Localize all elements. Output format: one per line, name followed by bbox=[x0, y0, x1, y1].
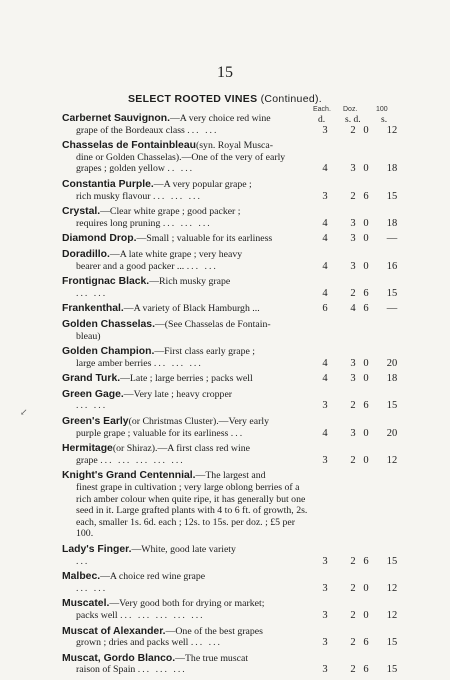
price-doz-pence: 0 bbox=[363, 124, 369, 136]
page-number: 15 bbox=[217, 64, 233, 81]
price-doz-pence: 0 bbox=[363, 217, 369, 229]
leader-dots: .. ... bbox=[167, 163, 195, 175]
price-each: 3 bbox=[322, 582, 328, 594]
vine-name: Hermitage bbox=[62, 443, 113, 455]
leader-dots: ... ... ... ... ... bbox=[120, 609, 205, 621]
price-per-100: — bbox=[386, 303, 398, 315]
leader-dots: ... ... bbox=[76, 582, 108, 594]
price-doz-pence: 0 bbox=[363, 582, 369, 594]
price-doz-pence: 0 bbox=[363, 454, 369, 466]
vine-name: Muscat, Gordo Blanco. bbox=[62, 652, 176, 664]
price-doz-shillings: 2 bbox=[350, 609, 356, 621]
price-each: 3 bbox=[322, 124, 328, 136]
vine-entry bbox=[62, 470, 398, 540]
vine-text: —A very popular grape ; bbox=[153, 178, 252, 190]
price-doz-shillings: 3 bbox=[350, 357, 356, 369]
price-doz-shillings: 2 bbox=[350, 582, 356, 594]
section-title-suffix: (Continued). bbox=[260, 93, 322, 105]
price-each: 3 bbox=[322, 555, 328, 567]
vine-entry bbox=[62, 303, 398, 315]
section-title-main: SELECT ROOTED VINES bbox=[128, 93, 258, 105]
price-per-100: 15 bbox=[386, 287, 398, 299]
leader-dots: ... ... bbox=[187, 124, 219, 136]
vine-description bbox=[62, 571, 312, 594]
price-doz-pence: 0 bbox=[363, 163, 369, 175]
vine-entry bbox=[62, 113, 398, 136]
leader-dots: ... ... ... bbox=[153, 357, 203, 369]
vine-name: Malbec. bbox=[62, 571, 101, 583]
vine-description bbox=[62, 653, 312, 676]
vine-entry bbox=[62, 544, 398, 567]
column-head-doz: Doz. bbox=[343, 106, 358, 113]
vine-description bbox=[62, 544, 312, 567]
vine-description bbox=[62, 598, 312, 621]
leader-dots: ... ... ... bbox=[162, 217, 212, 229]
price-doz-pence: 0 bbox=[363, 260, 369, 272]
price-doz-shillings: 2 bbox=[350, 454, 356, 466]
vine-text: —A late white grape ; very heavy bbox=[109, 248, 243, 260]
vine-description bbox=[62, 140, 312, 175]
vine-text: —A choice red wine grape bbox=[100, 571, 206, 583]
price-doz-pence: 6 bbox=[363, 400, 369, 412]
vine-description bbox=[62, 416, 312, 439]
leader-dots: ... ... bbox=[76, 287, 108, 299]
column-head-100: 100 bbox=[376, 106, 388, 113]
price-doz-shillings: 2 bbox=[350, 555, 356, 567]
price-doz-shillings: 3 bbox=[350, 260, 356, 272]
price-each: 6 bbox=[322, 303, 328, 315]
price-per-100: 12 bbox=[386, 609, 398, 621]
price-per-100: 18 bbox=[386, 373, 398, 385]
vine-text-continued bbox=[62, 261, 312, 273]
vine-text: —First class early grape ; bbox=[154, 346, 256, 358]
vine-entry bbox=[62, 389, 398, 412]
price-doz-pence: 0 bbox=[363, 609, 369, 621]
vine-text-continued bbox=[62, 152, 312, 175]
vine-continuation: grape of the Bordeaux class bbox=[76, 124, 185, 136]
vine-continuation: rich musky flavour bbox=[76, 190, 151, 202]
vine-text-continued bbox=[62, 583, 312, 595]
vine-text: (syn. Royal Musca- bbox=[195, 140, 273, 152]
column-unit-100: s. bbox=[381, 115, 388, 125]
price-each: 4 bbox=[322, 260, 328, 272]
vine-continuation: grown ; dries and packs well bbox=[76, 637, 189, 649]
price-each: 3 bbox=[322, 664, 328, 676]
price-each: 4 bbox=[322, 163, 328, 175]
vine-name: Grand Turk. bbox=[62, 373, 121, 385]
vine-description bbox=[62, 389, 312, 412]
leader-dots: ... ... bbox=[186, 260, 218, 272]
price-doz-shillings: 3 bbox=[350, 217, 356, 229]
price-doz-shillings: 2 bbox=[350, 637, 356, 649]
price-per-100: 18 bbox=[386, 163, 398, 175]
vine-name: Constantia Purple. bbox=[62, 178, 154, 190]
vine-text-continued bbox=[62, 218, 312, 230]
vine-list bbox=[62, 113, 398, 680]
price-doz-pence: 6 bbox=[363, 555, 369, 567]
vine-continuation: finest grape in cultivation ; very large oblong berries of a rich amber colour when quite ripe, it has generally but one seed in it. Large grafted plants with 4 to 6 ft. of growth, 2s. each, smaller 1s. 6d. each ; 12s. to 15s. per doz. ; £5 per 100. bbox=[76, 482, 308, 540]
price-doz-pence: 6 bbox=[363, 664, 369, 676]
vine-text: —Very good both for drying or market; bbox=[109, 598, 265, 610]
price-each: 4 bbox=[322, 217, 328, 229]
vine-text-continued bbox=[62, 191, 312, 203]
vine-name: Muscatel. bbox=[62, 598, 110, 610]
price-per-100: 12 bbox=[386, 582, 398, 594]
leader-dots: ... ... ... bbox=[137, 664, 187, 676]
vine-name: Carbernet Sauvignon. bbox=[62, 113, 170, 124]
vine-continuation: bearer and a good packer ... bbox=[76, 260, 185, 272]
vine-entry bbox=[62, 653, 398, 676]
vine-name: Diamond Drop. bbox=[62, 233, 137, 245]
vine-text: —Late ; large berries ; packs well bbox=[120, 373, 253, 385]
price-doz-shillings: 2 bbox=[350, 190, 356, 202]
price-each: 3 bbox=[322, 609, 328, 621]
price-per-100: 16 bbox=[386, 260, 398, 272]
price-per-100: 15 bbox=[386, 400, 398, 412]
vine-text-continued bbox=[62, 428, 312, 440]
vine-description bbox=[62, 373, 312, 385]
vine-text: —A variety of Black Hamburgh ... bbox=[123, 303, 260, 315]
vine-name: Muscat of Alexander. bbox=[62, 625, 166, 637]
vine-entry bbox=[62, 233, 398, 245]
vine-entry bbox=[62, 373, 398, 385]
vine-text: —One of the best grapes bbox=[165, 625, 263, 637]
price-each: 3 bbox=[322, 400, 328, 412]
vine-continuation: purple grape ; valuable for its earliness bbox=[76, 427, 229, 439]
price-doz-pence: 6 bbox=[363, 190, 369, 202]
vine-name: Lady's Finger. bbox=[62, 544, 132, 555]
vine-name: Frontignac Black. bbox=[62, 276, 150, 288]
vine-text: —Very late ; heavy cropper bbox=[123, 388, 233, 400]
vine-name: Golden Champion. bbox=[62, 346, 155, 358]
vine-text: —White, good late variety bbox=[131, 544, 236, 555]
price-per-100: 12 bbox=[386, 124, 398, 136]
column-head-each: Each. bbox=[313, 106, 331, 113]
vine-text-continued bbox=[62, 358, 312, 370]
price-doz-pence: 0 bbox=[363, 233, 369, 245]
vine-text-continued bbox=[62, 125, 312, 137]
vine-text: —Clear white grape ; good packer ; bbox=[100, 206, 241, 218]
price-doz-pence: 0 bbox=[363, 427, 369, 439]
vine-name: Green Gage. bbox=[62, 388, 124, 400]
vine-continuation: bleau) bbox=[76, 330, 101, 342]
price-doz-shillings: 4 bbox=[350, 303, 356, 315]
vine-continuation: requires long pruning bbox=[76, 217, 161, 229]
vine-text-continued bbox=[62, 455, 312, 467]
vine-text: —The true muscat bbox=[175, 652, 249, 664]
price-doz-pence: 6 bbox=[363, 637, 369, 649]
price-each: 3 bbox=[322, 190, 328, 202]
leader-dots: ... bbox=[230, 427, 245, 439]
price-doz-pence: 6 bbox=[363, 287, 369, 299]
price-each: 4 bbox=[322, 427, 328, 439]
vine-continuation: grape bbox=[76, 454, 98, 466]
vine-entry bbox=[62, 416, 398, 439]
vine-description bbox=[62, 233, 312, 245]
vine-name: Knight's Grand Centennial. bbox=[62, 470, 196, 482]
vine-name: Golden Chasselas. bbox=[62, 318, 155, 330]
vine-entry bbox=[62, 206, 398, 229]
price-each: 4 bbox=[322, 287, 328, 299]
vine-text: —(See Chasselas de Fontain- bbox=[154, 318, 271, 330]
vine-text-continued bbox=[62, 331, 312, 343]
vine-text: —Rich musky grape bbox=[149, 276, 231, 288]
price-doz-shillings: 3 bbox=[350, 233, 356, 245]
price-each: 3 bbox=[322, 454, 328, 466]
vine-text-continued bbox=[62, 482, 312, 540]
vine-name: Crystal. bbox=[62, 206, 101, 218]
vine-name: Doradillo. bbox=[62, 248, 110, 260]
vine-description bbox=[62, 276, 312, 299]
vine-entry bbox=[62, 249, 398, 272]
margin-mark: ↙ bbox=[20, 407, 28, 417]
price-each: 4 bbox=[322, 373, 328, 385]
vine-description bbox=[62, 206, 312, 229]
vine-text-continued bbox=[62, 610, 312, 622]
price-per-100: 15 bbox=[386, 664, 398, 676]
vine-description bbox=[62, 113, 312, 136]
vine-description bbox=[62, 470, 312, 540]
vine-entry bbox=[62, 179, 398, 202]
section-title bbox=[0, 93, 450, 105]
vine-description bbox=[62, 249, 312, 272]
vine-entry bbox=[62, 140, 398, 175]
vine-description bbox=[62, 443, 312, 466]
price-per-100: 15 bbox=[386, 637, 398, 649]
price-per-100: 15 bbox=[386, 190, 398, 202]
price-per-100: 20 bbox=[386, 427, 398, 439]
leader-dots: ... ... bbox=[76, 400, 108, 412]
price-per-100: 15 bbox=[386, 555, 398, 567]
price-doz-shillings: 2 bbox=[350, 287, 356, 299]
price-per-100: 12 bbox=[386, 454, 398, 466]
price-per-100: 20 bbox=[386, 357, 398, 369]
vine-description bbox=[62, 303, 312, 315]
price-doz-pence: 6 bbox=[363, 303, 369, 315]
price-doz-shillings: 3 bbox=[350, 373, 356, 385]
vine-name: Green's Early bbox=[62, 416, 129, 428]
vine-text: (or Shiraz).—A first class red wine bbox=[112, 443, 250, 455]
vine-description bbox=[62, 179, 312, 202]
vine-description bbox=[62, 346, 312, 369]
vine-continuation: large amber berries bbox=[76, 357, 152, 369]
vine-text: —The largest and bbox=[195, 470, 266, 482]
vine-text-continued bbox=[62, 556, 312, 568]
column-unit-doz: s. d. bbox=[345, 115, 361, 125]
price-doz-shillings: 2 bbox=[350, 400, 356, 412]
vine-continuation: dine or Golden Chasselas).—One of the very of early grapes ; golden yellow bbox=[76, 151, 286, 175]
price-doz-pence: 0 bbox=[363, 373, 369, 385]
vine-name: Chasselas de Fontainbleau bbox=[62, 140, 196, 152]
vine-name: Frankenthal. bbox=[62, 303, 124, 315]
price-doz-pence: 0 bbox=[363, 357, 369, 369]
price-each: 3 bbox=[322, 637, 328, 649]
price-per-100: 18 bbox=[386, 217, 398, 229]
vine-text-continued bbox=[62, 664, 312, 676]
leader-dots: ... ... ... bbox=[153, 190, 202, 202]
vine-continuation: packs well bbox=[76, 609, 118, 621]
price-per-100: — bbox=[386, 233, 398, 245]
leader-dots: ... ... bbox=[190, 637, 222, 649]
vine-text-continued bbox=[62, 400, 312, 412]
price-doz-shillings: 2 bbox=[350, 664, 356, 676]
vine-text-continued bbox=[62, 637, 312, 649]
price-doz-shillings: 2 bbox=[350, 124, 356, 136]
price-doz-shillings: 3 bbox=[350, 163, 356, 175]
vine-entry bbox=[62, 571, 398, 594]
leader-dots: ... bbox=[76, 555, 90, 567]
vine-entry bbox=[62, 319, 398, 342]
vine-entry bbox=[62, 598, 398, 621]
vine-text: —Small ; valuable for its earliness bbox=[136, 233, 273, 245]
vine-entry bbox=[62, 626, 398, 649]
vine-text-continued bbox=[62, 288, 312, 300]
vine-entry bbox=[62, 276, 398, 299]
vine-description bbox=[62, 626, 312, 649]
vine-text: (or Christmas Cluster).—Very early bbox=[128, 416, 269, 428]
price-each: 4 bbox=[322, 233, 328, 245]
price-each: 4 bbox=[322, 357, 328, 369]
price-doz-shillings: 3 bbox=[350, 427, 356, 439]
vine-continuation: raison of Spain bbox=[76, 664, 136, 676]
column-unit-each: d. bbox=[318, 115, 326, 125]
vine-text: —A very choice red wine bbox=[169, 113, 271, 124]
leader-dots: ... ... ... ... ... bbox=[100, 454, 185, 466]
vine-entry bbox=[62, 346, 398, 369]
vine-description bbox=[62, 319, 312, 342]
vine-entry bbox=[62, 443, 398, 466]
